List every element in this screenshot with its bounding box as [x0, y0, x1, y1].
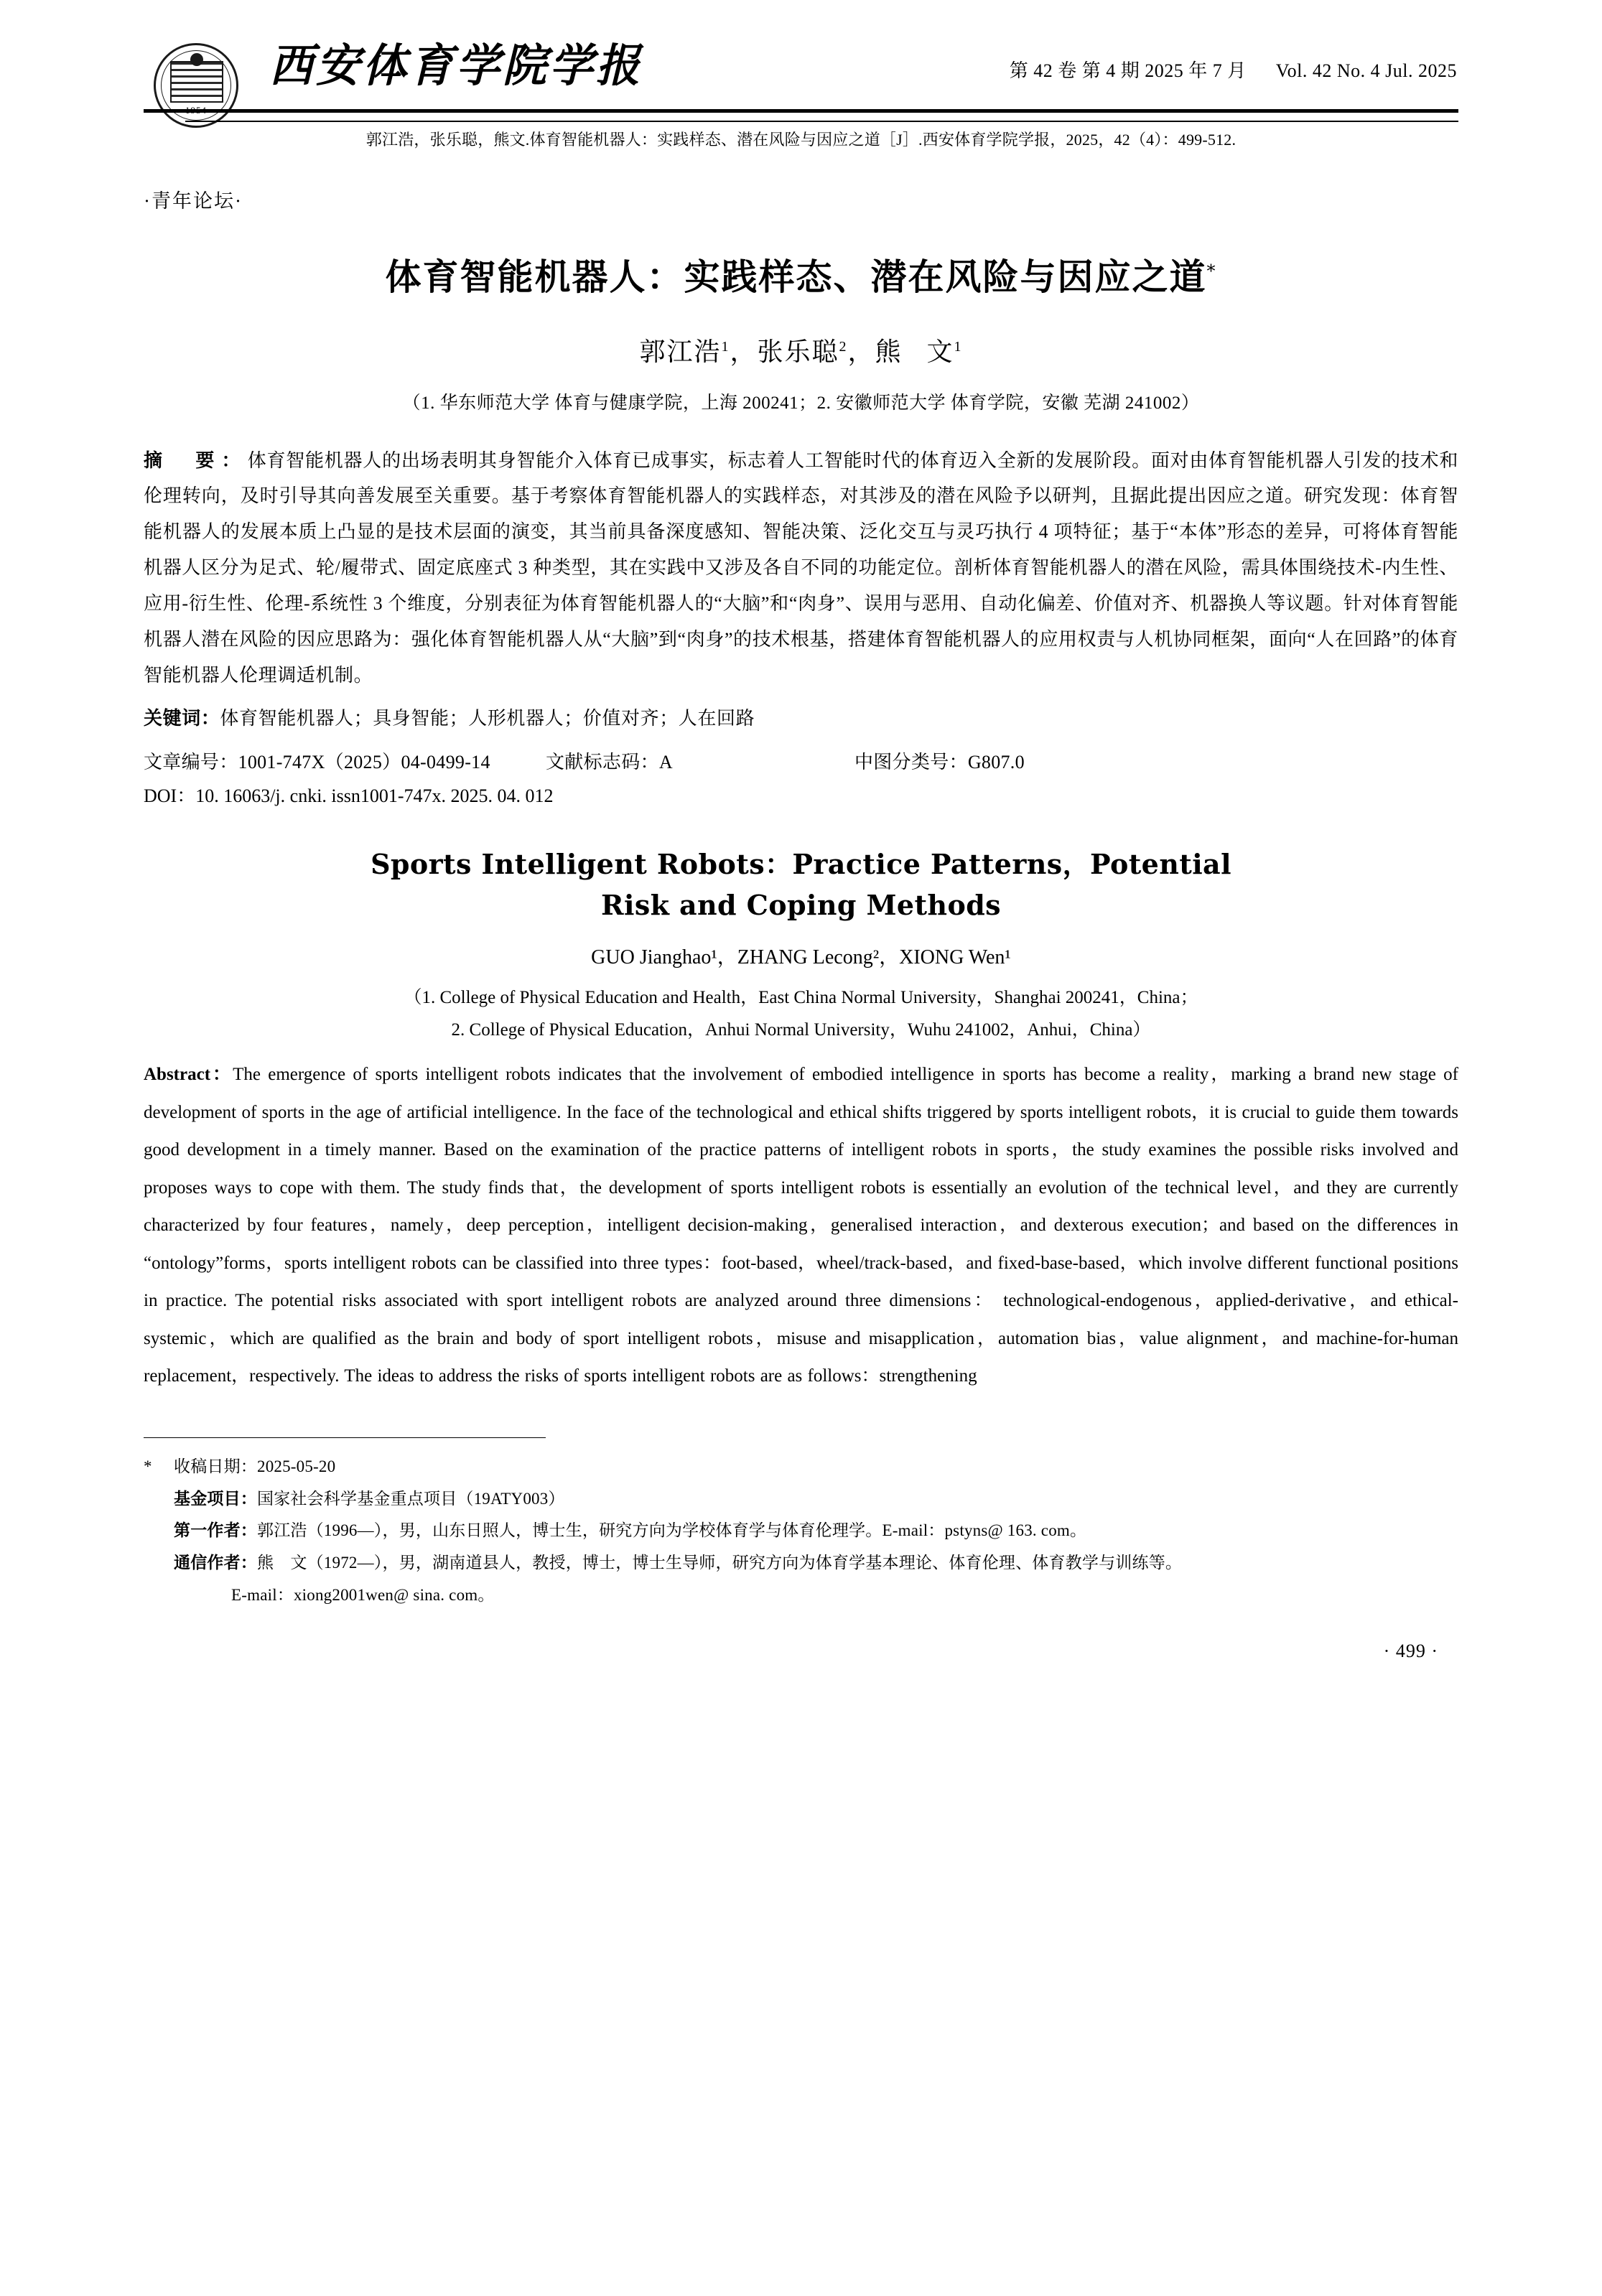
- article-id-value: 1001-747X（2025）04-0499-14: [238, 752, 490, 773]
- article-id: [144, 747, 546, 774]
- footnote-star-mark: *: [144, 1457, 152, 1475]
- footnote-corresponding-author: [144, 1547, 1458, 1579]
- article-body: [144, 185, 1458, 1662]
- doi-line: DOI：10. 16063/j. cnki. issn1001-747x. 2025. 04. 012: [144, 785, 554, 807]
- affiliation-en: [144, 981, 1458, 1046]
- page-title: [144, 255, 1458, 300]
- masthead: [144, 37, 1458, 149]
- author-affil-mark: 1: [954, 338, 963, 355]
- author-affil-mark: 2: [839, 338, 848, 355]
- abstract-label-cn: 摘 要：: [144, 449, 248, 471]
- footnote-first-author: [144, 1515, 1458, 1547]
- journal-article-page: [0, 37, 1602, 2296]
- clc-label: 中图分类号：: [854, 752, 968, 773]
- stadium-icon: [170, 61, 223, 103]
- footnote-divider: [144, 1437, 546, 1438]
- document-code-value: A: [658, 752, 673, 773]
- article-title-en: [144, 844, 1458, 925]
- article-id-label: 文章编号：: [144, 752, 238, 773]
- received-label: 收稿日期：: [174, 1457, 257, 1475]
- masthead-rule-thick: [144, 109, 1458, 113]
- first-author-text: 郭江浩（1996—），男，山东日照人，博士生，研究方向为学校体育学与体育伦理学。E-mail：pstyns@ 163. com。: [257, 1521, 1087, 1540]
- abstract-label-en: Abstract：: [144, 1065, 233, 1085]
- authors-en: GUO Jianghao¹，ZHANG Lecong²，XIONG Wen¹: [591, 946, 1011, 969]
- clc-value: G807.0: [967, 752, 1025, 773]
- author-affil-mark: 1: [721, 338, 730, 355]
- logo-year: 1954: [185, 105, 207, 116]
- document-code: [546, 747, 854, 774]
- journal-logo: [154, 43, 243, 132]
- author-name: 张乐聪: [757, 337, 839, 366]
- author-name: 郭江浩: [639, 337, 722, 366]
- affiliation-en-line2: 2. College of Physical Education，Anhui Normal University，Wuhu 241002，Anhui，China）: [451, 1020, 1151, 1040]
- keywords-cn: [144, 701, 1458, 736]
- article-title-cn: 体育智能机器人：实践样态、潜在风险与因应之道: [385, 256, 1207, 298]
- author-name-second: 文: [926, 337, 954, 366]
- footnote-corresponding-email: E-mail：xiong2001wen@ sina. com。: [231, 1586, 495, 1605]
- article-meta-line: [144, 747, 1458, 774]
- column-tag: ·青年论坛·: [144, 190, 243, 212]
- abstract-text-en: The emergence of sports intelligent robots indicates that the involvement of embodied intelligence in sports has become a reality，marking a brand new stage of development of sports in the age of artificial intelligence. In the face of the technological and ethical shifts triggered by sports intelligent robots，it is crucial to guide them towards good development in a timely manner. Based on the examination of the practice patterns of intelligent robots in sports，the study examines the possible risks involved and proposes ways to cope with them. The study finds that，the development of sports intelligent robots is essentially an evolution of the technical level，and they are currently characterized by four features，namely，deep perception，intelligent decision-making，generalised interaction，and dexterous execution；and based on the differences in “ontology”forms，sports intelligent robots can be classified into three types：foot-based，wheel/track-based，and fixed-base-based，which involve different functional positions in practice. The potential risks associated with sport intelligent robots are analyzed around three dimensions： technological-endogenous，applied-derivative，and ethical-systemic，which are qualified as the brain and body of sport intelligent robots，misuse and misapplication，automation bias，value alignment，and machine-for-human replacement，respectively. The ideas to address the risks of sports intelligent robots are as follows：strengthening: [144, 1065, 1459, 1386]
- footnotes: [144, 1451, 1458, 1612]
- article-title-en-line1: Sports Intelligent Robots：Practice Patterns，Potential: [371, 848, 1231, 881]
- footnote-received: [144, 1451, 1458, 1483]
- masthead-rule-thin: [185, 121, 1458, 122]
- keywords-label: 关键词：: [144, 707, 220, 729]
- footnote-fund: [144, 1483, 1458, 1516]
- corresponding-text: 熊 文（1972—），男，湖南道县人，教授，博士，博士生导师，研究方向为体育学基本理论、体育伦理、体育教学与训练等。: [257, 1554, 1183, 1572]
- received-date: 2025-05-20: [257, 1457, 336, 1475]
- authors-cn: 郭江浩$^1$，张乐聪$^2$，熊 文$^1$: [639, 337, 963, 366]
- affiliation-en-line1: （1. College of Physical Education and Health，East China Normal University，Shanghai 200241，China；: [404, 988, 1198, 1008]
- fund-label: 基金项目：: [174, 1489, 257, 1508]
- document-code-label: 文献标志码：: [546, 752, 659, 773]
- keywords-text: 体育智能机器人；具身智能；人形机器人；价值对齐；人在回路: [220, 707, 755, 729]
- title-footnote-mark: *: [1206, 261, 1217, 281]
- abstract-en: [144, 1056, 1458, 1396]
- abstract-cn: [144, 443, 1458, 694]
- clc-number: [854, 747, 1458, 774]
- issue-en: Vol. 42 No. 4 Jul. 2025: [1275, 60, 1457, 81]
- journal-issue: [1010, 56, 1457, 83]
- fund-text: 国家社会科学基金重点项目（19ATY003）: [257, 1489, 565, 1508]
- page-number: · 499 ·: [1383, 1640, 1438, 1661]
- affiliation-cn: （1. 华东师范大学 体育与健康学院，上海 200241；2. 安徽师范大学 体育学院，安徽 芜湖 241002）: [402, 393, 1200, 413]
- citation-line: 郭江浩，张乐聪，熊文.体育智能机器人：实践样态、潜在风险与因应之道［J］.西安体育学院学报，2025，42（4）：499-512.: [365, 131, 1237, 149]
- corresponding-label: 通信作者：: [174, 1554, 257, 1572]
- abstract-text-cn: 体育智能机器人的出场表明其身智能介入体育已成事实，标志着人工智能时代的体育迈入全新的发展阶段。面对由体育智能机器人引发的技术和伦理转向，及时引导其向善发展至关重要。基于考察体育智能机器人的实践样态，对其涉及的潜在风险予以研判，且据此提出因应之道。研究发现：体育智能机器人的发展本质上凸显的是技术层面的演变，其当前具备深度感知、智能决策、泛化交互与灵巧执行 4 项特征；基于“本体”形态的差异，可将体育智能机器人区分为足式、轮/履带式、固定底座式 3 种类型，其在实践中又涉及各自不同的功能定位。剖析体育智能机器人的潜在风险，需具体围绕技术-内生性、应用-衍生性、伦理-系统性 3 个维度，分别表征为体育智能机器人的“大脑”和“肉身”、误用与恶用、自动化偏差、价值对齐、机器换人等议题。针对体育智能机器人潜在风险的因应思路为：强化体育智能机器人从“大脑”到“肉身”的技术根基，搭建体育智能机器人的应用权责与人机协同框架，面向“人在回路”的体育智能机器人伦理调适机制。: [144, 449, 1458, 686]
- seal-icon: [154, 43, 238, 128]
- journal-title-cn: 西安体育学院学报: [269, 39, 643, 92]
- issue-cn: 第 42 卷 第 4 期 2025 年 7 月: [1009, 60, 1247, 81]
- first-author-label: 第一作者：: [174, 1521, 257, 1540]
- author-name: 熊: [875, 337, 903, 366]
- article-title-en-line2: Risk and Coping Methods: [601, 889, 1001, 922]
